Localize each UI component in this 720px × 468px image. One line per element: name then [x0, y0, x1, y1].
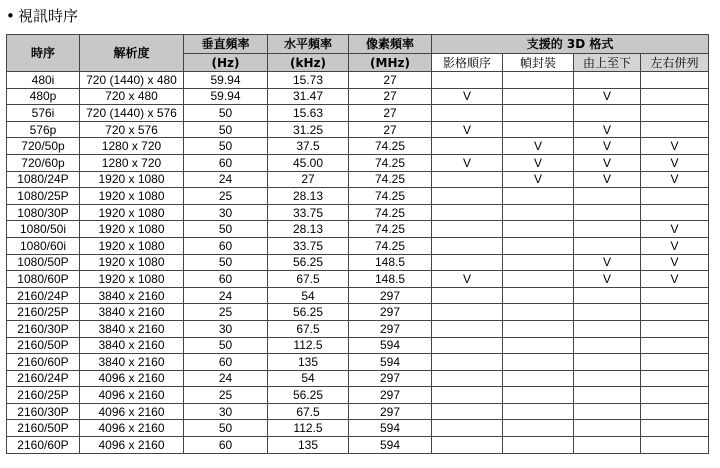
cell-frame-sequential [432, 171, 503, 188]
cell-frame-packing [503, 304, 574, 321]
cell-top-bottom [574, 420, 641, 437]
table-row [7, 437, 709, 454]
cell-resolution: 3840 x 2160 [80, 287, 184, 304]
cell-frame-sequential [432, 221, 503, 238]
col-header-resolution: 解析度 [80, 35, 184, 72]
cell-timing: 2160/60P [7, 354, 80, 371]
cell-frame-packing [503, 105, 574, 122]
cell-pixel-clock: 74.25 [349, 237, 432, 254]
cell-frame-sequential [432, 420, 503, 437]
video-timing-table [6, 34, 709, 454]
cell-pixel-clock: 74.25 [349, 171, 432, 188]
cell-frame-sequential [432, 387, 503, 404]
cell-frame-sequential [432, 105, 503, 122]
section-title: 視訊時序 [18, 7, 79, 25]
table-row [7, 320, 709, 337]
table-body [7, 72, 709, 454]
cell-side-by-side [641, 337, 709, 354]
cell-vfreq: 25 [184, 387, 268, 404]
cell-resolution: 4096 x 2160 [80, 370, 184, 387]
cell-vfreq: 50 [184, 254, 268, 271]
cell-top-bottom: V [574, 254, 641, 271]
section-heading [6, 3, 78, 29]
cell-top-bottom [574, 403, 641, 420]
table-row [7, 420, 709, 437]
cell-side-by-side [641, 387, 709, 404]
cell-frame-sequential [432, 72, 503, 89]
cell-resolution: 3840 x 2160 [80, 354, 184, 371]
table-row [7, 188, 709, 205]
cell-frame-sequential: V [432, 88, 503, 105]
cell-frame-sequential: V [432, 121, 503, 138]
cell-hfreq: 31.25 [268, 121, 349, 138]
col-header-hfreq-unit: (kHz) [268, 54, 349, 72]
cell-side-by-side: V [641, 154, 709, 171]
cell-pixel-clock: 594 [349, 354, 432, 371]
cell-timing: 576i [7, 105, 80, 122]
cell-side-by-side [641, 370, 709, 387]
cell-top-bottom: V [574, 138, 641, 155]
cell-frame-packing [503, 403, 574, 420]
cell-pixel-clock: 594 [349, 337, 432, 354]
cell-resolution: 3840 x 2160 [80, 337, 184, 354]
cell-timing: 2160/60P [7, 437, 80, 454]
cell-resolution: 3840 x 2160 [80, 304, 184, 321]
cell-timing: 1080/30P [7, 204, 80, 221]
table-row [7, 403, 709, 420]
cell-frame-sequential [432, 354, 503, 371]
cell-timing: 720/50p [7, 138, 80, 155]
cell-top-bottom [574, 437, 641, 454]
cell-pixel-clock: 74.25 [349, 221, 432, 238]
cell-timing: 1080/60P [7, 271, 80, 288]
cell-top-bottom [574, 304, 641, 321]
cell-side-by-side [641, 72, 709, 89]
cell-side-by-side: V [641, 237, 709, 254]
table-row [7, 171, 709, 188]
col-header-vfreq-unit: (Hz) [184, 54, 268, 72]
cell-frame-packing [503, 420, 574, 437]
cell-frame-sequential [432, 337, 503, 354]
cell-top-bottom [574, 204, 641, 221]
cell-vfreq: 30 [184, 320, 268, 337]
table-row [7, 354, 709, 371]
cell-resolution: 1920 x 1080 [80, 204, 184, 221]
cell-top-bottom: V [574, 121, 641, 138]
col-header-side-by-side: 左右併列 [641, 54, 709, 72]
col-header-pixel: 像素頻率 [349, 35, 432, 54]
cell-top-bottom: V [574, 88, 641, 105]
cell-top-bottom [574, 354, 641, 371]
cell-vfreq: 60 [184, 237, 268, 254]
cell-pixel-clock: 148.5 [349, 254, 432, 271]
cell-side-by-side [641, 354, 709, 371]
cell-hfreq: 31.47 [268, 88, 349, 105]
cell-side-by-side: V [641, 254, 709, 271]
cell-vfreq: 60 [184, 437, 268, 454]
cell-frame-sequential [432, 254, 503, 271]
cell-frame-sequential [432, 237, 503, 254]
cell-frame-packing [503, 387, 574, 404]
cell-side-by-side: V [641, 138, 709, 155]
cell-hfreq: 27 [268, 171, 349, 188]
cell-hfreq: 33.75 [268, 204, 349, 221]
cell-vfreq: 50 [184, 138, 268, 155]
cell-side-by-side: V [641, 171, 709, 188]
cell-pixel-clock: 74.25 [349, 204, 432, 221]
table-row [7, 237, 709, 254]
cell-frame-sequential [432, 188, 503, 205]
table-row [7, 105, 709, 122]
header-row [7, 35, 709, 54]
cell-side-by-side [641, 188, 709, 205]
cell-side-by-side: V [641, 221, 709, 238]
cell-frame-packing [503, 337, 574, 354]
table-row [7, 304, 709, 321]
cell-vfreq: 24 [184, 370, 268, 387]
table-row [7, 154, 709, 171]
cell-frame-packing [503, 287, 574, 304]
cell-resolution: 720 x 480 [80, 88, 184, 105]
cell-frame-packing [503, 237, 574, 254]
cell-frame-packing: V [503, 154, 574, 171]
cell-side-by-side [641, 204, 709, 221]
cell-top-bottom [574, 320, 641, 337]
col-header-hfreq: 水平頻率 [268, 35, 349, 54]
cell-pixel-clock: 297 [349, 287, 432, 304]
cell-frame-sequential [432, 437, 503, 454]
table-row [7, 121, 709, 138]
cell-vfreq: 24 [184, 287, 268, 304]
cell-frame-sequential: V [432, 271, 503, 288]
cell-pixel-clock: 74.25 [349, 188, 432, 205]
cell-frame-packing [503, 354, 574, 371]
cell-hfreq: 15.63 [268, 105, 349, 122]
cell-frame-packing [503, 320, 574, 337]
col-header-top-bottom: 由上至下 [574, 54, 641, 72]
cell-vfreq: 24 [184, 171, 268, 188]
cell-frame-packing [503, 204, 574, 221]
cell-side-by-side [641, 420, 709, 437]
cell-timing: 2160/50P [7, 420, 80, 437]
cell-side-by-side [641, 403, 709, 420]
cell-hfreq: 67.5 [268, 320, 349, 337]
cell-hfreq: 54 [268, 370, 349, 387]
cell-vfreq: 30 [184, 403, 268, 420]
cell-vfreq: 30 [184, 204, 268, 221]
cell-top-bottom: V [574, 171, 641, 188]
cell-top-bottom: V [574, 154, 641, 171]
cell-timing: 480i [7, 72, 80, 89]
cell-hfreq: 56.25 [268, 387, 349, 404]
cell-resolution: 720 (1440) x 480 [80, 72, 184, 89]
cell-hfreq: 67.5 [268, 403, 349, 420]
cell-pixel-clock: 297 [349, 304, 432, 321]
cell-top-bottom [574, 387, 641, 404]
cell-frame-sequential [432, 204, 503, 221]
cell-pixel-clock: 27 [349, 105, 432, 122]
cell-vfreq: 25 [184, 304, 268, 321]
cell-hfreq: 135 [268, 437, 349, 454]
cell-frame-packing [503, 221, 574, 238]
cell-top-bottom [574, 370, 641, 387]
cell-hfreq: 33.75 [268, 237, 349, 254]
cell-top-bottom [574, 237, 641, 254]
table-row [7, 138, 709, 155]
cell-resolution: 1280 x 720 [80, 154, 184, 171]
table-row [7, 221, 709, 238]
cell-frame-sequential [432, 138, 503, 155]
cell-frame-packing: V [503, 171, 574, 188]
cell-resolution: 1920 x 1080 [80, 188, 184, 205]
cell-resolution: 4096 x 2160 [80, 420, 184, 437]
cell-hfreq: 112.5 [268, 337, 349, 354]
cell-timing: 1080/60i [7, 237, 80, 254]
cell-pixel-clock: 74.25 [349, 154, 432, 171]
cell-frame-packing [503, 88, 574, 105]
cell-side-by-side [641, 88, 709, 105]
cell-frame-sequential [432, 403, 503, 420]
cell-timing: 1080/50P [7, 254, 80, 271]
cell-pixel-clock: 594 [349, 420, 432, 437]
cell-frame-sequential [432, 304, 503, 321]
cell-pixel-clock: 148.5 [349, 271, 432, 288]
cell-timing: 1080/50i [7, 221, 80, 238]
col-header-pixel-unit: (MHz) [349, 54, 432, 72]
cell-top-bottom [574, 105, 641, 122]
cell-frame-packing [503, 121, 574, 138]
cell-hfreq: 135 [268, 354, 349, 371]
table-row [7, 204, 709, 221]
cell-side-by-side [641, 437, 709, 454]
cell-side-by-side [641, 320, 709, 337]
cell-frame-packing [503, 72, 574, 89]
cell-vfreq: 50 [184, 420, 268, 437]
cell-frame-sequential [432, 320, 503, 337]
cell-resolution: 4096 x 2160 [80, 387, 184, 404]
cell-resolution: 1920 x 1080 [80, 221, 184, 238]
cell-hfreq: 54 [268, 287, 349, 304]
table-row [7, 370, 709, 387]
cell-resolution: 720 x 576 [80, 121, 184, 138]
cell-top-bottom [574, 221, 641, 238]
cell-hfreq: 45.00 [268, 154, 349, 171]
cell-hfreq: 56.25 [268, 254, 349, 271]
cell-vfreq: 50 [184, 121, 268, 138]
table-row [7, 271, 709, 288]
cell-hfreq: 37.5 [268, 138, 349, 155]
cell-pixel-clock: 297 [349, 387, 432, 404]
cell-resolution: 4096 x 2160 [80, 437, 184, 454]
cell-vfreq: 50 [184, 337, 268, 354]
cell-resolution: 1920 x 1080 [80, 254, 184, 271]
cell-side-by-side [641, 105, 709, 122]
cell-vfreq: 60 [184, 271, 268, 288]
cell-hfreq: 112.5 [268, 420, 349, 437]
col-header-frame-packing: 幀封裝 [503, 54, 574, 72]
cell-resolution: 1920 x 1080 [80, 171, 184, 188]
col-header-timing: 時序 [7, 35, 80, 72]
cell-timing: 2160/30P [7, 320, 80, 337]
cell-timing: 2160/25P [7, 387, 80, 404]
cell-timing: 720/60p [7, 154, 80, 171]
cell-resolution: 4096 x 2160 [80, 403, 184, 420]
cell-timing: 2160/25P [7, 304, 80, 321]
cell-timing: 2160/30P [7, 403, 80, 420]
cell-timing: 2160/24P [7, 287, 80, 304]
cell-frame-packing [503, 370, 574, 387]
cell-timing: 1080/24P [7, 171, 80, 188]
cell-timing: 2160/50P [7, 337, 80, 354]
cell-top-bottom [574, 337, 641, 354]
cell-resolution: 1920 x 1080 [80, 271, 184, 288]
cell-hfreq: 67.5 [268, 271, 349, 288]
cell-hfreq: 28.13 [268, 188, 349, 205]
cell-vfreq: 59.94 [184, 88, 268, 105]
cell-vfreq: 60 [184, 154, 268, 171]
cell-timing: 480p [7, 88, 80, 105]
cell-vfreq: 59.94 [184, 72, 268, 89]
cell-pixel-clock: 297 [349, 403, 432, 420]
cell-frame-packing [503, 188, 574, 205]
table-row [7, 287, 709, 304]
cell-resolution: 1280 x 720 [80, 138, 184, 155]
cell-vfreq: 50 [184, 105, 268, 122]
cell-side-by-side: V [641, 271, 709, 288]
cell-frame-packing [503, 437, 574, 454]
cell-frame-packing [503, 254, 574, 271]
cell-pixel-clock: 297 [349, 320, 432, 337]
cell-timing: 576p [7, 121, 80, 138]
cell-resolution: 1920 x 1080 [80, 237, 184, 254]
col-header-3d-formats: 支援的 3D 格式 [432, 35, 709, 54]
cell-frame-packing [503, 271, 574, 288]
table-row [7, 387, 709, 404]
cell-pixel-clock: 594 [349, 437, 432, 454]
cell-top-bottom [574, 188, 641, 205]
cell-pixel-clock: 297 [349, 370, 432, 387]
cell-frame-sequential [432, 370, 503, 387]
cell-hfreq: 56.25 [268, 304, 349, 321]
cell-hfreq: 15.73 [268, 72, 349, 89]
cell-pixel-clock: 27 [349, 88, 432, 105]
cell-frame-packing: V [503, 138, 574, 155]
cell-resolution: 720 (1440) x 576 [80, 105, 184, 122]
cell-pixel-clock: 27 [349, 72, 432, 89]
table-row [7, 337, 709, 354]
cell-resolution: 3840 x 2160 [80, 320, 184, 337]
cell-vfreq: 60 [184, 354, 268, 371]
cell-top-bottom: V [574, 271, 641, 288]
cell-top-bottom [574, 72, 641, 89]
cell-vfreq: 25 [184, 188, 268, 205]
cell-side-by-side [641, 304, 709, 321]
col-header-frame-sequential: 影格順序 [432, 54, 503, 72]
cell-timing: 2160/24P [7, 370, 80, 387]
col-header-vfreq: 垂直頻率 [184, 35, 268, 54]
cell-top-bottom [574, 287, 641, 304]
cell-timing: 1080/25P [7, 188, 80, 205]
cell-pixel-clock: 74.25 [349, 138, 432, 155]
table-row [7, 254, 709, 271]
cell-side-by-side [641, 287, 709, 304]
cell-side-by-side [641, 121, 709, 138]
table-row [7, 72, 709, 89]
cell-frame-sequential [432, 287, 503, 304]
bullet-icon: • [6, 7, 15, 25]
cell-vfreq: 50 [184, 221, 268, 238]
cell-hfreq: 28.13 [268, 221, 349, 238]
cell-frame-sequential: V [432, 154, 503, 171]
cell-pixel-clock: 27 [349, 121, 432, 138]
table-row [7, 88, 709, 105]
